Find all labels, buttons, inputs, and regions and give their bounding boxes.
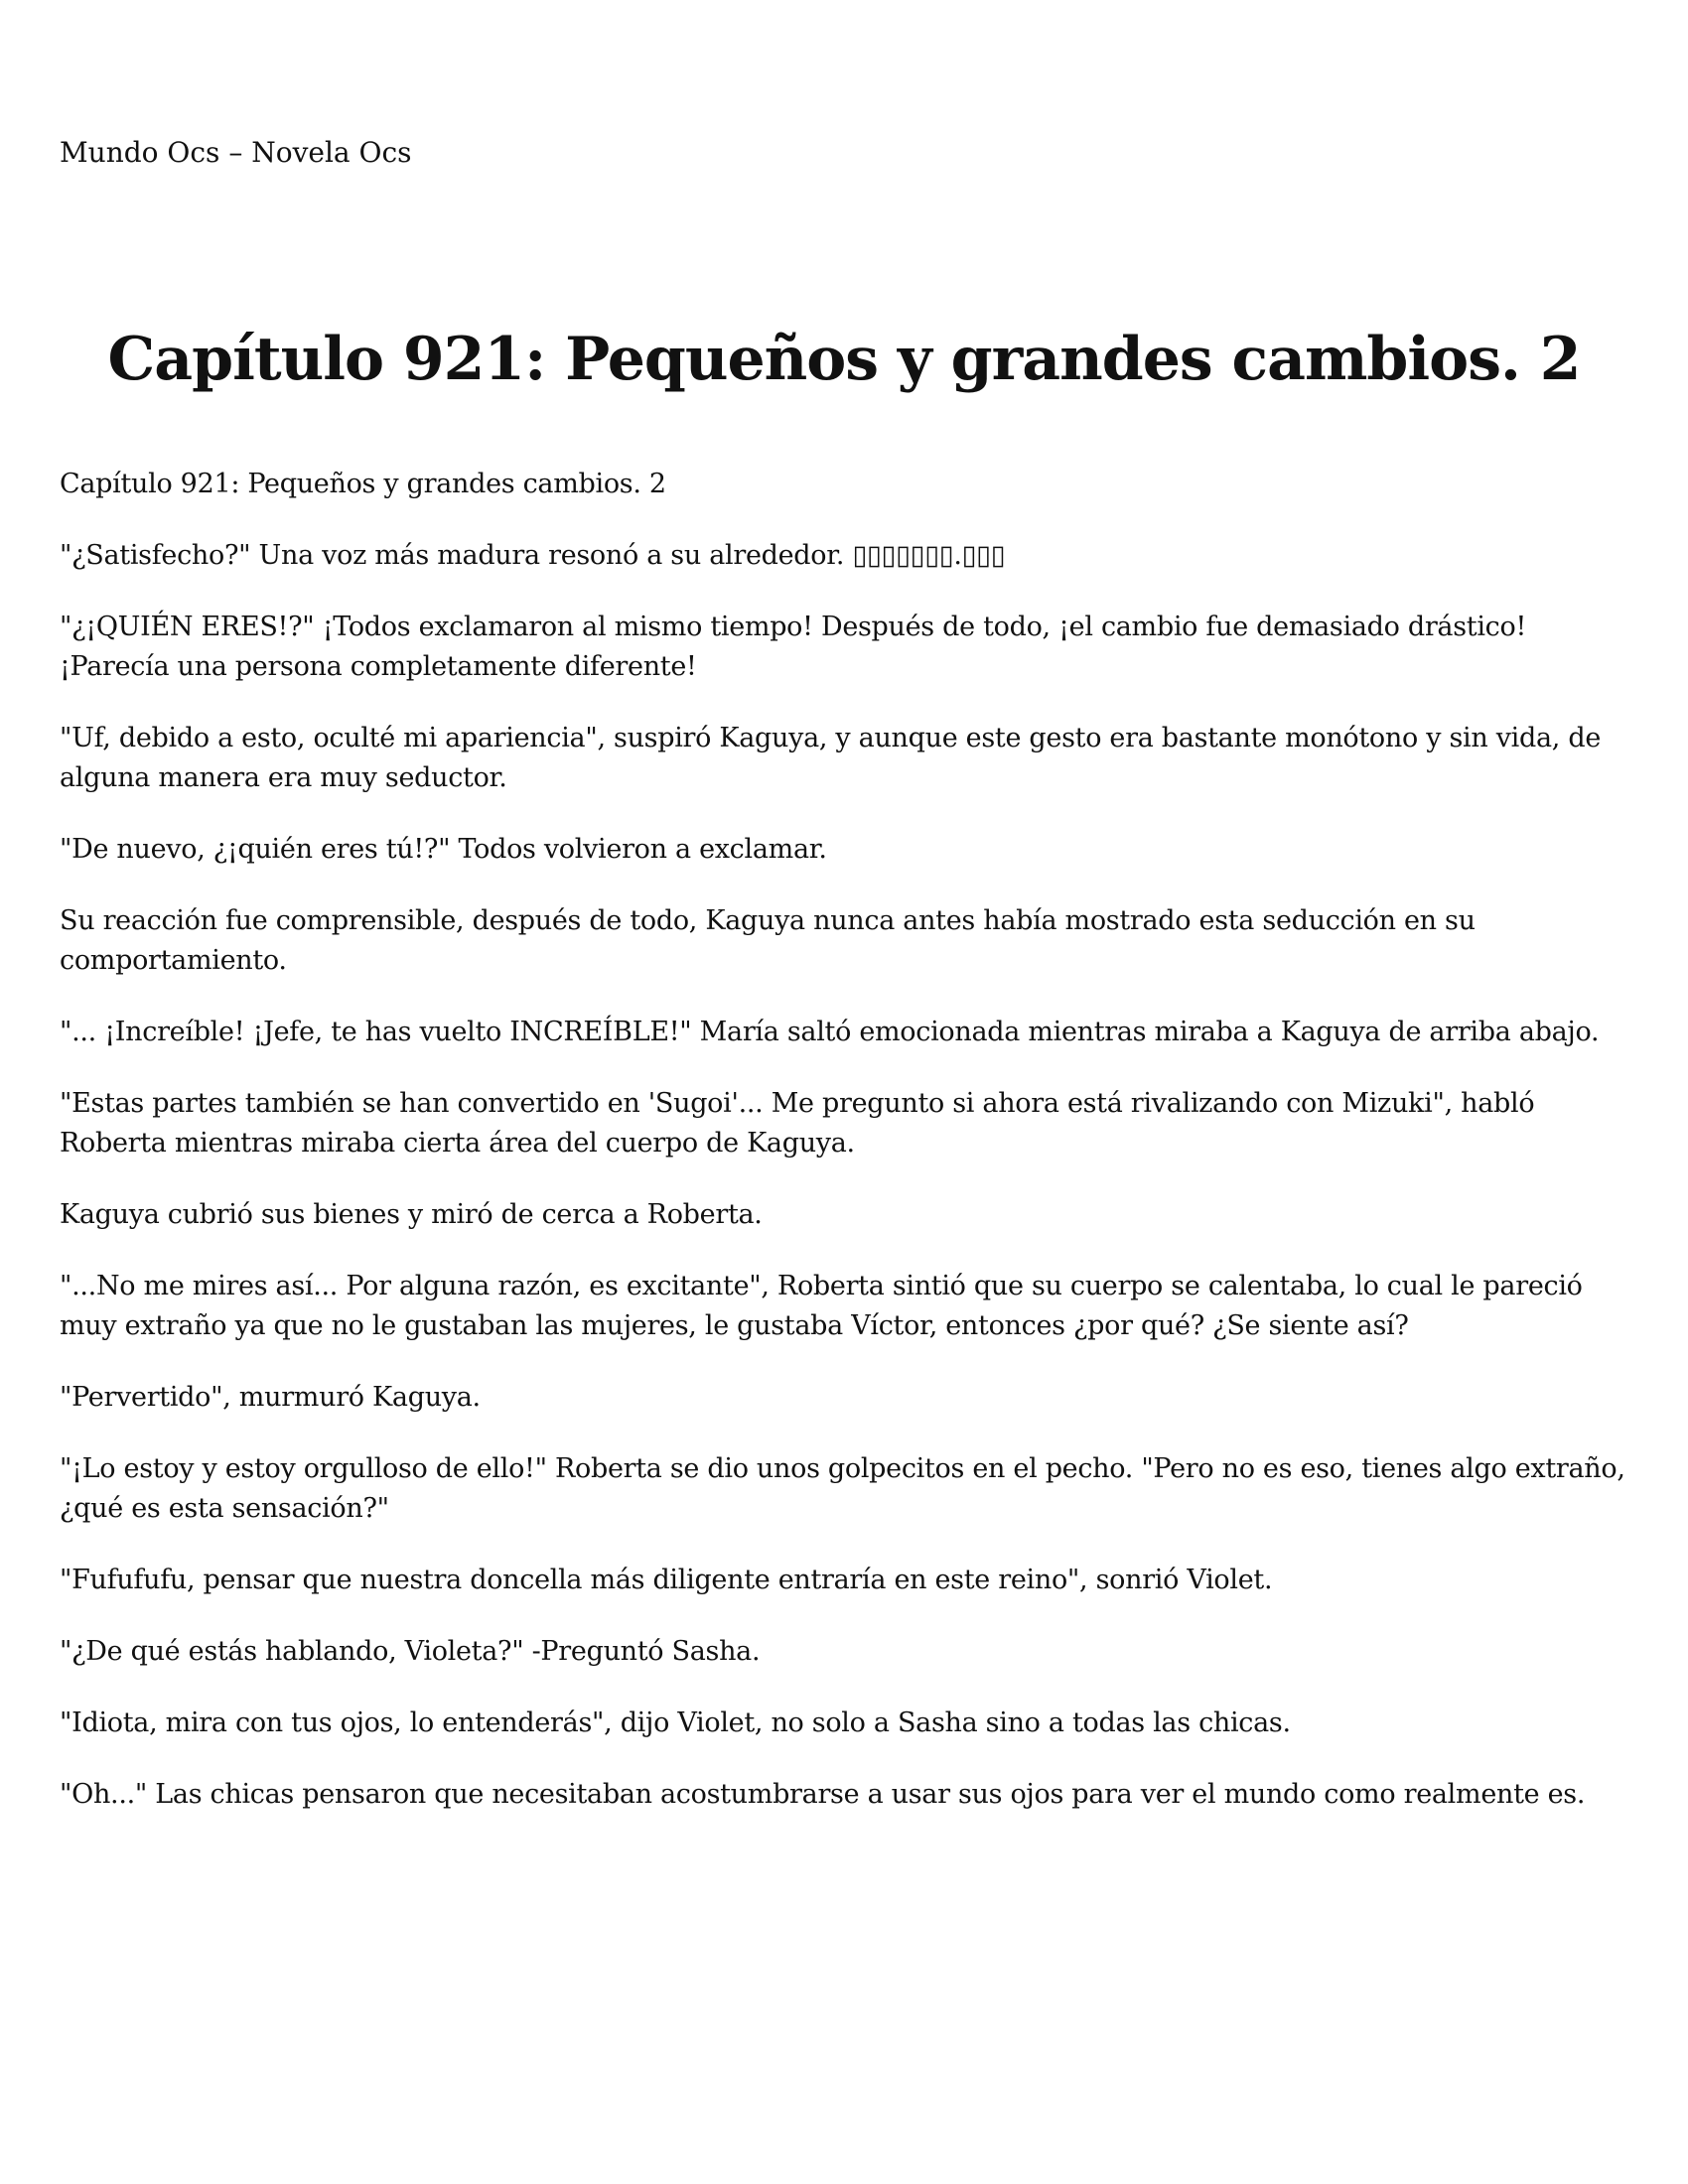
paragraph: "Idiota, mira con tus ojos, lo entenderás", dijo Violet, no solo a Sasha sino a todas las chicas. (60, 1707, 1291, 1738)
site-header: Mundo Ocs – Novela Ocs (60, 136, 412, 169)
chapter-body (60, 465, 1638, 1846)
paragraph: "De nuevo, ¿¡quién eres tú!?" Todos volvieron a exclamar. (60, 834, 827, 865)
paragraph: Kaguya cubrió sus bienes y miró de cerca a Roberta. (60, 1199, 763, 1230)
paragraph: "¿De qué estás hablando, Violeta?" -Preguntó Sasha. (60, 1636, 761, 1667)
paragraph: "¿¡QUIÉN ERES!?" ¡Todos exclamaron al mismo tiempo! Después de todo, ¡el cambio fue demasiado drástico! ¡Parecía una persona completamente diferente! (60, 612, 1526, 682)
chapter-title: Capítulo 921: Pequeños y grandes cambios. 2 (107, 325, 1581, 395)
paragraph: Su reacción fue comprensible, después de todo, Kaguya nunca antes había mostrado esta seducción en su comportamiento. (60, 905, 1476, 976)
paragraph: "Oh..." Las chicas pensaron que necesitaban acostumbrarse a usar sus ojos para ver el mundo como realmente es. (60, 1779, 1586, 1810)
paragraph: "¡Lo estoy y estoy orgulloso de ello!" Roberta se dio unos golpecitos en el pecho. "Pero no es eso, tienes algo extraño, ¿qué es esta sensación?" (60, 1453, 1625, 1524)
paragraph: "...No me mires así... Por alguna razón, es excitante", Roberta sintió que su cuerpo se calentaba, lo cual le pareció muy extraño ya que no le gustaban las mujeres, le gustaba Víctor, entonces ¿por qué? ¿Se siente así? (60, 1271, 1583, 1341)
paragraph: "Pervertido", murmuró Kaguya. (60, 1382, 481, 1413)
paragraph: Capítulo 921: Pequeños y grandes cambios. 2 (60, 469, 666, 499)
paragraph: "... ¡Increíble! ¡Jefe, te has vuelto INCREÍBLE!" María saltó emocionada mientras miraba a Kaguya de arriba abajo. (60, 1017, 1600, 1047)
paragraph: "Estas partes también se han convertido en 'Sugoi'... Me pregunto si ahora está rivalizando con Mizuki", habló Roberta mientras miraba cierta área del cuerpo de Kaguya. (60, 1088, 1535, 1159)
paragraph: "Uf, debido a esto, oculté mi apariencia", suspiró Kaguya, y aunque este gesto era bastante monótono y sin vida, de alguna manera era muy seductor. (60, 723, 1602, 793)
paragraph: "Fufufufu, pensar que nuestra doncella más diligente entraría en este reino", sonrió Violet. (60, 1565, 1273, 1595)
paragraph: "¿Satisfecho?" Una voz más madura resonó a su alrededor. ▯▯▯▯▯▯▯.▯▯▯ (60, 540, 1006, 571)
